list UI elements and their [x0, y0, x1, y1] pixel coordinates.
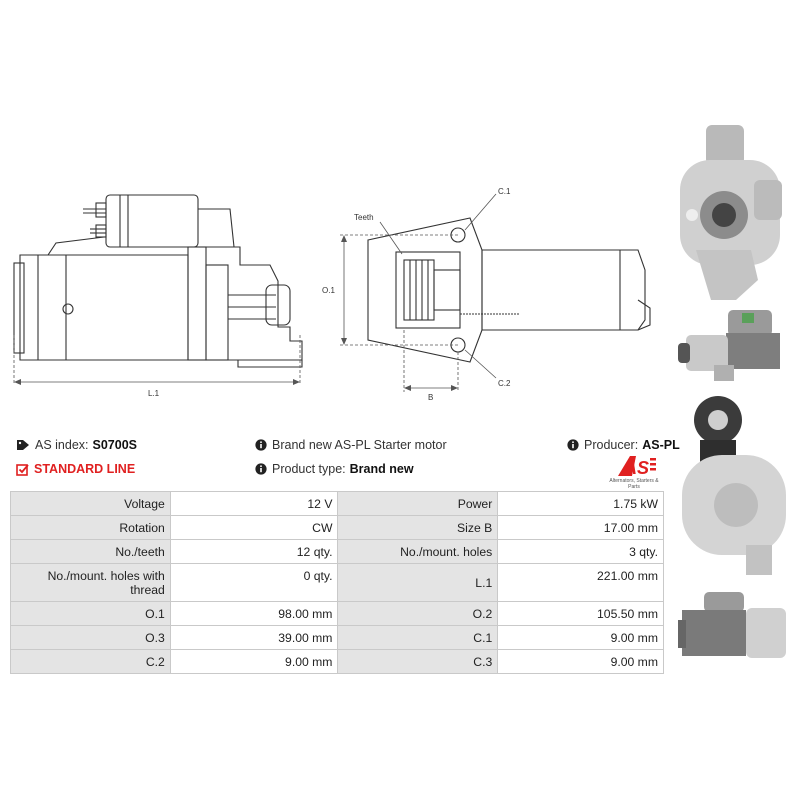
producer-value: AS-PL [642, 438, 680, 452]
spec-key: Power [338, 492, 498, 516]
logo-subtext: Alternators, Starters & Parts [609, 478, 659, 490]
spec-key: Rotation [11, 516, 171, 540]
as-logo [604, 454, 664, 488]
spec-value: 17.00 mm [498, 516, 664, 540]
spec-value: 9.00 mm [498, 650, 664, 674]
dimension-l1-label: L.1 [148, 389, 160, 398]
spec-key: C.3 [338, 650, 498, 674]
table-row [11, 650, 664, 674]
teeth-label: Teeth [354, 213, 374, 222]
standard-line-label: STANDARD LINE [34, 462, 136, 476]
spec-value: 39.00 mm [170, 626, 338, 650]
as-index-label: AS index: [35, 438, 89, 452]
spec-value: 105.50 mm [498, 602, 664, 626]
dimension-c1-label: C.1 [498, 187, 511, 196]
side-view-drawing [8, 185, 308, 400]
product-type [255, 462, 414, 476]
as-index [16, 438, 137, 452]
spec-value: 9.00 mm [498, 626, 664, 650]
spec-key: No./mount. holes with thread [11, 564, 171, 602]
producer-label: Producer: [584, 438, 639, 452]
brand-new-info [255, 438, 447, 452]
producer [567, 438, 680, 452]
table-row [11, 540, 664, 564]
product-photo-rear [676, 395, 794, 585]
spec-value: 3 qty. [498, 540, 664, 564]
as-logo-mark [604, 454, 664, 478]
spec-value: 1.75 kW [498, 492, 664, 516]
spec-key: O.2 [338, 602, 498, 626]
product-photo-side [676, 305, 794, 390]
check-square-icon [16, 463, 29, 476]
spec-key: Voltage [11, 492, 171, 516]
product-photo-front [676, 120, 794, 310]
info-icon [255, 439, 267, 451]
spec-value: CW [170, 516, 338, 540]
logo-text: AS [624, 458, 650, 478]
table-row [11, 626, 664, 650]
table-row [11, 564, 664, 602]
table-row [11, 492, 664, 516]
dimension-c2-label: C.2 [498, 379, 511, 388]
tag-icon [16, 439, 30, 451]
info-icon [567, 439, 579, 451]
spec-value: 12 qty. [170, 540, 338, 564]
table-row [11, 516, 664, 540]
spec-key: O.1 [11, 602, 171, 626]
spec-key: Size B [338, 516, 498, 540]
end-view-drawing [320, 180, 665, 405]
as-index-value: S0700S [92, 438, 137, 452]
specs-table [10, 491, 664, 674]
info-icon [255, 463, 267, 475]
product-type-value: Brand new [349, 462, 414, 476]
spec-value: 98.00 mm [170, 602, 338, 626]
standard-line [16, 462, 135, 476]
spec-key: C.1 [338, 626, 498, 650]
spec-key: O.3 [11, 626, 171, 650]
spec-key: No./mount. holes [338, 540, 498, 564]
spec-value: 221.00 mm [498, 564, 664, 602]
spec-value: 9.00 mm [170, 650, 338, 674]
spec-key: L.1 [338, 564, 498, 602]
dimension-o1-label: O.1 [322, 286, 335, 295]
spec-key: C.2 [11, 650, 171, 674]
product-type-label: Product type: [272, 462, 346, 476]
spec-key: No./teeth [11, 540, 171, 564]
spec-value: 0 qty. [170, 564, 338, 602]
product-photo-bottom [676, 590, 794, 665]
spec-value: 12 V [170, 492, 338, 516]
table-row [11, 602, 664, 626]
dimension-b-label: B [428, 393, 434, 402]
brand-new-text: Brand new AS-PL Starter motor [272, 438, 447, 452]
